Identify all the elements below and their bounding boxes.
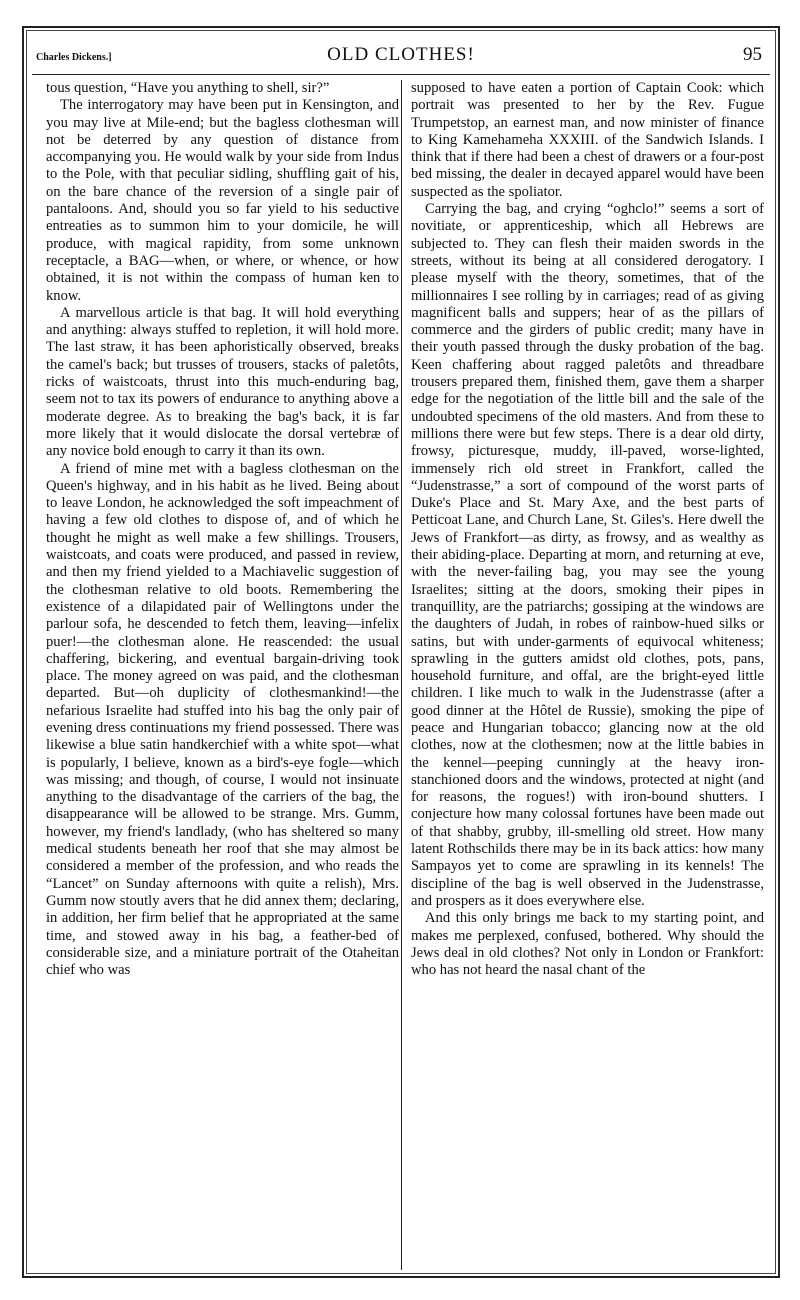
- page-number: 95: [743, 44, 762, 65]
- paragraph: Carrying the bag, and crying “oghclo!” seems a sort of novitiate, or apprenticeship, which all Hebrews are subjected to. They can flesh their maiden swords in the streets, without its being at all considered derogatory. I please myself with the theory, sometimes, that of the millionnaires I see rolling by in carriages; read of as giving magnificent balls and suppers; hear of as the pillars of commerce and the girders of public credit; many have in their youth passed through the dusky probation of the bag. Keen chaffering about ragged paletôts and threadbare trousers prepared them, finished them, gave them a sharper edge for the negotiation of the little bill and the sale of the undoubted specimens of the old masters. And from these to millions there were but few steps. There is a dear old dirty, frowsy, picturesque, muddy, ill-paved, worse-lighted, immensely rich old street in Frankfort, called the “Judenstrasse,” a sort of compound of the worst parts of Duke's Place and St. Mary Axe, and the best parts of Petticoat Lane, and Church Lane, St. Giles's. Here dwell the Jews of Frankfort—as dirty, as frowsy, and as wealthy as their abiding-place. Departing at morn, and returning at eve, with the never-failing bag, you may see the young Israelites; sitting at the doors, smoking their pipes in tranquillity, are the patriarchs; gossiping at the windows are the daughters of Judah, in robes of rainbow-hued silks or satins, but with under-garments of equivocal whiteness; sprawling in the gutters amidst old clothes, pots, pans, household furniture, and offal, are the bright-eyed little children. I like much to walk in the Judenstrasse (after a good dinner at the Hôtel de Russie), smoking the pipe of peace and Hungarian tobacco; glancing now at the old clothes, now at the clothesmen; now at the little babies in the kennel—peeping cunningly at the heavy iron-stanchioned doors and the windows, protected at night (and for reasons, the rogues!) with iron-bound shutters. I conjecture how many colossal fortunes have been made out of that shabby, grubby, ill-smelling old street. How many latent Rothschilds there may be in its back attics: how many Sampayos yet to come are sprawling in its kennels! The discipline of the bag is well observed in the Judenstrasse, and prospers as it does everywhere else.: [411, 201, 764, 909]
- header-author: Charles Dickens.]: [36, 52, 112, 63]
- paragraph: A friend of mine met with a bagless clothesman on the Queen's highway, and in his habit as he lived. Being about to leave London, he acknowledged the soft impeachment of having a few old clothes to dispose of, and of which he thought he might as well make a few shillings. Trousers, waistcoats, and coats were produced, and passed in review, and then my friend yielded to a Machiavelic suggestion of the clothesman relative to old boots. Remembering the existence of a dilapidated pair of Wellingtons under the parlour sofa, he descended to fetch them, leaving—infelix puer!—the clothesman alone. He reascended: the usual chaffering, bickering, and eventual bargain-driving took place. The money agreed on was paid, and the clothesman departed. But—oh duplicity of clothesmankind!—the nefarious Israelite had stuffed into his bag the only pair of evening dress continuations my friend possessed. There was likewise a blue satin handkerchief with a white spot—what is popularly, I believe, known as a bird's-eye fogle—which was missing; and though, of course, I would not insinuate anything to the disadvantage of the carriers of the bag, the disappearance will be allowed to be strange. Mrs. Gumm, however, my friend's landlady, (who has sheltered so many medical students beneath her roof that she may almost be considered a member of the profession, and who reads the “Lancet” on Sunday afternoons with quite a relish), Mrs. Gumm now stoutly avers that he did annex them; declaring, in addition, her firm belief that he appropriated at the same time, and stowed away in his bag, a feather-bed of considerable size, and a miniature portrait of the Otaheitan chief who was: [46, 460, 399, 979]
- paragraph: A marvellous article is that bag. It will hold everything and anything: always stuffed to repletion, it will hold more. The last straw, it has been aphoristically observed, breaks the camel's back; but trusses of trousers, stacks of paletôts, ricks of waistcoats, thrust into this much-enduring bag, seem not to tax its powers of endurance to anything above a moderate degree. As to breaking the bag's back, it is far more likely that it would dislocate the dorsal vertebræ of any novice bold enough to carry it than its own.: [46, 304, 399, 460]
- magazine-page: [22, 26, 780, 1278]
- paragraph: tous question, “Have you anything to shell, sir?”: [46, 80, 330, 96]
- paragraph: supposed to have eaten a portion of Captain Cook: which portrait was presented to her by the Rev. Fugue Trumpetstop, an earnest man, and now minister of finance to King Kamehameha XXXIII. of the Sandwich Islands. I think that if there had been a chest of drawers or a four-post bed missing, the dealer in decayed apparel would have been suspected as the spoliator.: [411, 80, 764, 200]
- left-column: [46, 80, 399, 1270]
- paragraph: And this only brings me back to my starting point, and makes me perplexed, confused, bothered. Why should the Jews deal in old clothes? Not only in London or Frankfort: who has not heard the nasal chant of the: [411, 910, 764, 979]
- column-divider: [401, 80, 402, 1270]
- header-title: OLD CLOTHES!: [327, 44, 475, 65]
- running-header: [32, 38, 770, 75]
- right-column: [411, 80, 764, 1270]
- paragraph: The interrogatory may have been put in Kensington, and you may live at Mile-end; but the bagless clothesman will not be deterred by any question of distance from accompanying you. He would walk by your side from Indus to the Pole, with that peculiar sidling, shuffling gait of his, on the bare chance of the reversion of a single pair of pantaloons. And, should you so far yield to his seductive entreaties as to summon him to your domicile, he will produce, with magical rapidity, from some unknown receptacle, a BAG—when, or where, or whence, or how obtained, it is not within the compass of human ken to know.: [46, 97, 399, 304]
